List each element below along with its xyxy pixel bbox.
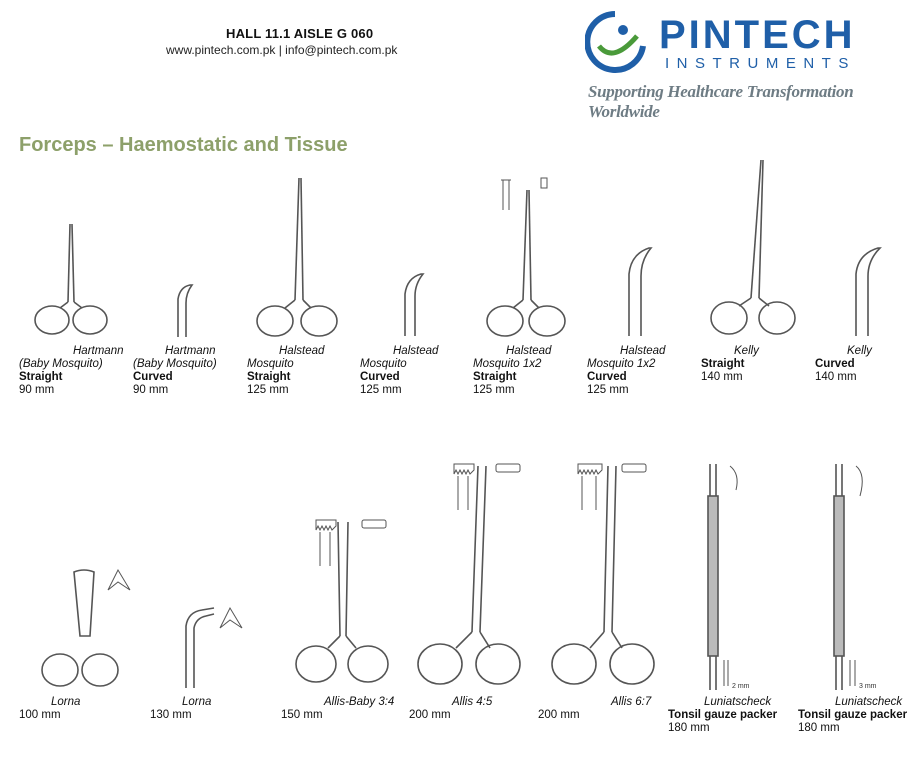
logo-main-text: PINTECH <box>659 13 856 57</box>
kelly-straight-image <box>707 158 797 338</box>
row1-item-1: Hartmann (Baby Mosquito) Straight 90 mm <box>19 345 124 396</box>
tagline: Supporting Healthcare Transformation Worldwide <box>588 82 854 121</box>
row2-item-7: Luniatscheck Tonsil gauze packer 180 mm <box>798 696 908 734</box>
halstead-1x2-curved-tip-image <box>623 246 655 338</box>
row1-item-7: Kelly Straight 140 mm <box>701 345 759 383</box>
row2-item-3: Allis-Baby 3:4 150 mm <box>281 696 395 721</box>
dimension-2mm: 2 mm <box>732 683 750 690</box>
allis-4-5-image <box>412 460 522 692</box>
row1-item-8: Kelly Curved 140 mm <box>815 345 872 383</box>
row2-item-2: Lorna 130 mm <box>150 696 212 721</box>
row2-item-5: Allis 6:7 200 mm <box>538 696 652 721</box>
halstead-curved-tip-image <box>399 272 427 338</box>
luniatscheck-3mm-image <box>826 460 886 692</box>
logo-sub-text: INSTRUMENTS <box>665 55 856 72</box>
row2-item-4: Allis 4:5 200 mm <box>409 696 493 721</box>
allis-6-7-image <box>546 460 656 692</box>
allis-baby-image <box>288 516 392 690</box>
luniatscheck-2mm-image <box>700 460 760 692</box>
section-title: Forceps – Haemostatic and Tissue <box>19 134 348 156</box>
hartmann-curved-tip-image <box>172 283 194 339</box>
kelly-curved-tip-image <box>850 246 884 338</box>
lorna-130-tip-image <box>180 604 246 690</box>
row1-item-6: Halstead Mosquito 1x2 Curved 125 mm <box>587 345 666 396</box>
row2-item-6: Luniatscheck Tonsil gauze packer 180 mm <box>668 696 778 734</box>
dimension-3mm: 3 mm <box>859 683 877 690</box>
pintech-logo <box>585 6 905 76</box>
row1-item-2: Hartmann (Baby Mosquito) Curved 90 mm <box>133 345 217 396</box>
row1-item-5: Halstead Mosquito 1x2 Straight 125 mm <box>473 345 552 396</box>
row1-item-4: Halstead Mosquito Curved 125 mm <box>360 345 439 396</box>
halstead-straight-image <box>253 176 339 338</box>
hall-location: HALL 11.1 AISLE G 060 <box>226 26 374 41</box>
lorna-100-image <box>38 566 138 690</box>
row2-item-1: Lorna 100 mm <box>19 696 81 721</box>
contact-info: www.pintech.com.pk | info@pintech.com.pk <box>166 43 398 57</box>
hartmann-straight-image <box>30 222 110 337</box>
halstead-1x2-straight-image <box>483 176 569 338</box>
row1-item-3: Halstead Mosquito Straight 125 mm <box>247 345 325 396</box>
